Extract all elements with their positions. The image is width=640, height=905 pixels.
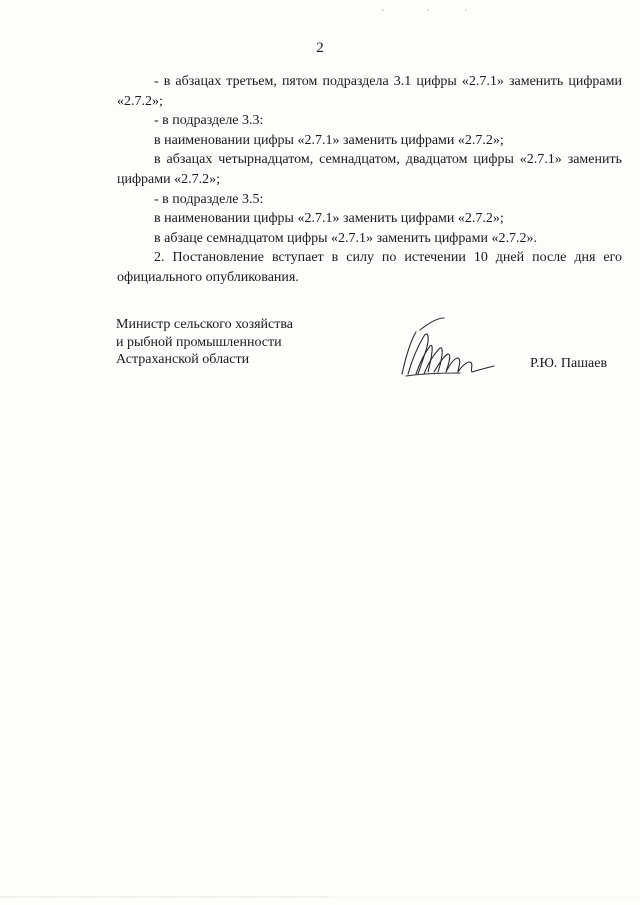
document-body bbox=[117, 72, 622, 288]
page-number: 2 bbox=[316, 40, 324, 56]
signatory-name: Р.Ю. Пашаев bbox=[530, 356, 608, 371]
signatory-title-line: Министр сельского хозяйства bbox=[116, 317, 293, 332]
paragraph-4: в абзацах четырнадцатом, семнадцатом, двадцатом цифры «2.7.1» заменить цифрами «2.7.2»; bbox=[117, 152, 622, 187]
scan-artifact-dots bbox=[380, 8, 470, 12]
paragraph-3: в наименовании цифры «2.7.1» заменить цифрами «2.7.2»; bbox=[154, 132, 504, 148]
paragraph-2: - в подразделе 3.3: bbox=[154, 113, 264, 129]
paragraph-6: в наименовании цифры «2.7.1» заменить цифрами «2.7.2»; bbox=[154, 211, 504, 227]
signatory-title-line: и рыбной промышленности bbox=[116, 334, 282, 350]
signatory-title-line: Астраханской области bbox=[116, 352, 250, 367]
paragraph-7: в абзаце семнадцатом цифры «2.7.1» заменить цифрами «2.7.2». bbox=[154, 230, 537, 246]
paragraph-5: - в подразделе 3.5: bbox=[154, 191, 264, 207]
scan-artifact-edge bbox=[0, 894, 640, 900]
paragraph-8: 2. Постановление вступает в силу по истечении 10 дней после дня его официального опубликования. bbox=[117, 250, 622, 285]
signatory-title bbox=[116, 316, 293, 369]
paragraph-1: - в абзацах третьем, пятом подраздела 3.1 цифры «2.7.1» заменить цифрами «2.7.2»; bbox=[117, 74, 622, 109]
handwritten-signature bbox=[390, 316, 500, 380]
